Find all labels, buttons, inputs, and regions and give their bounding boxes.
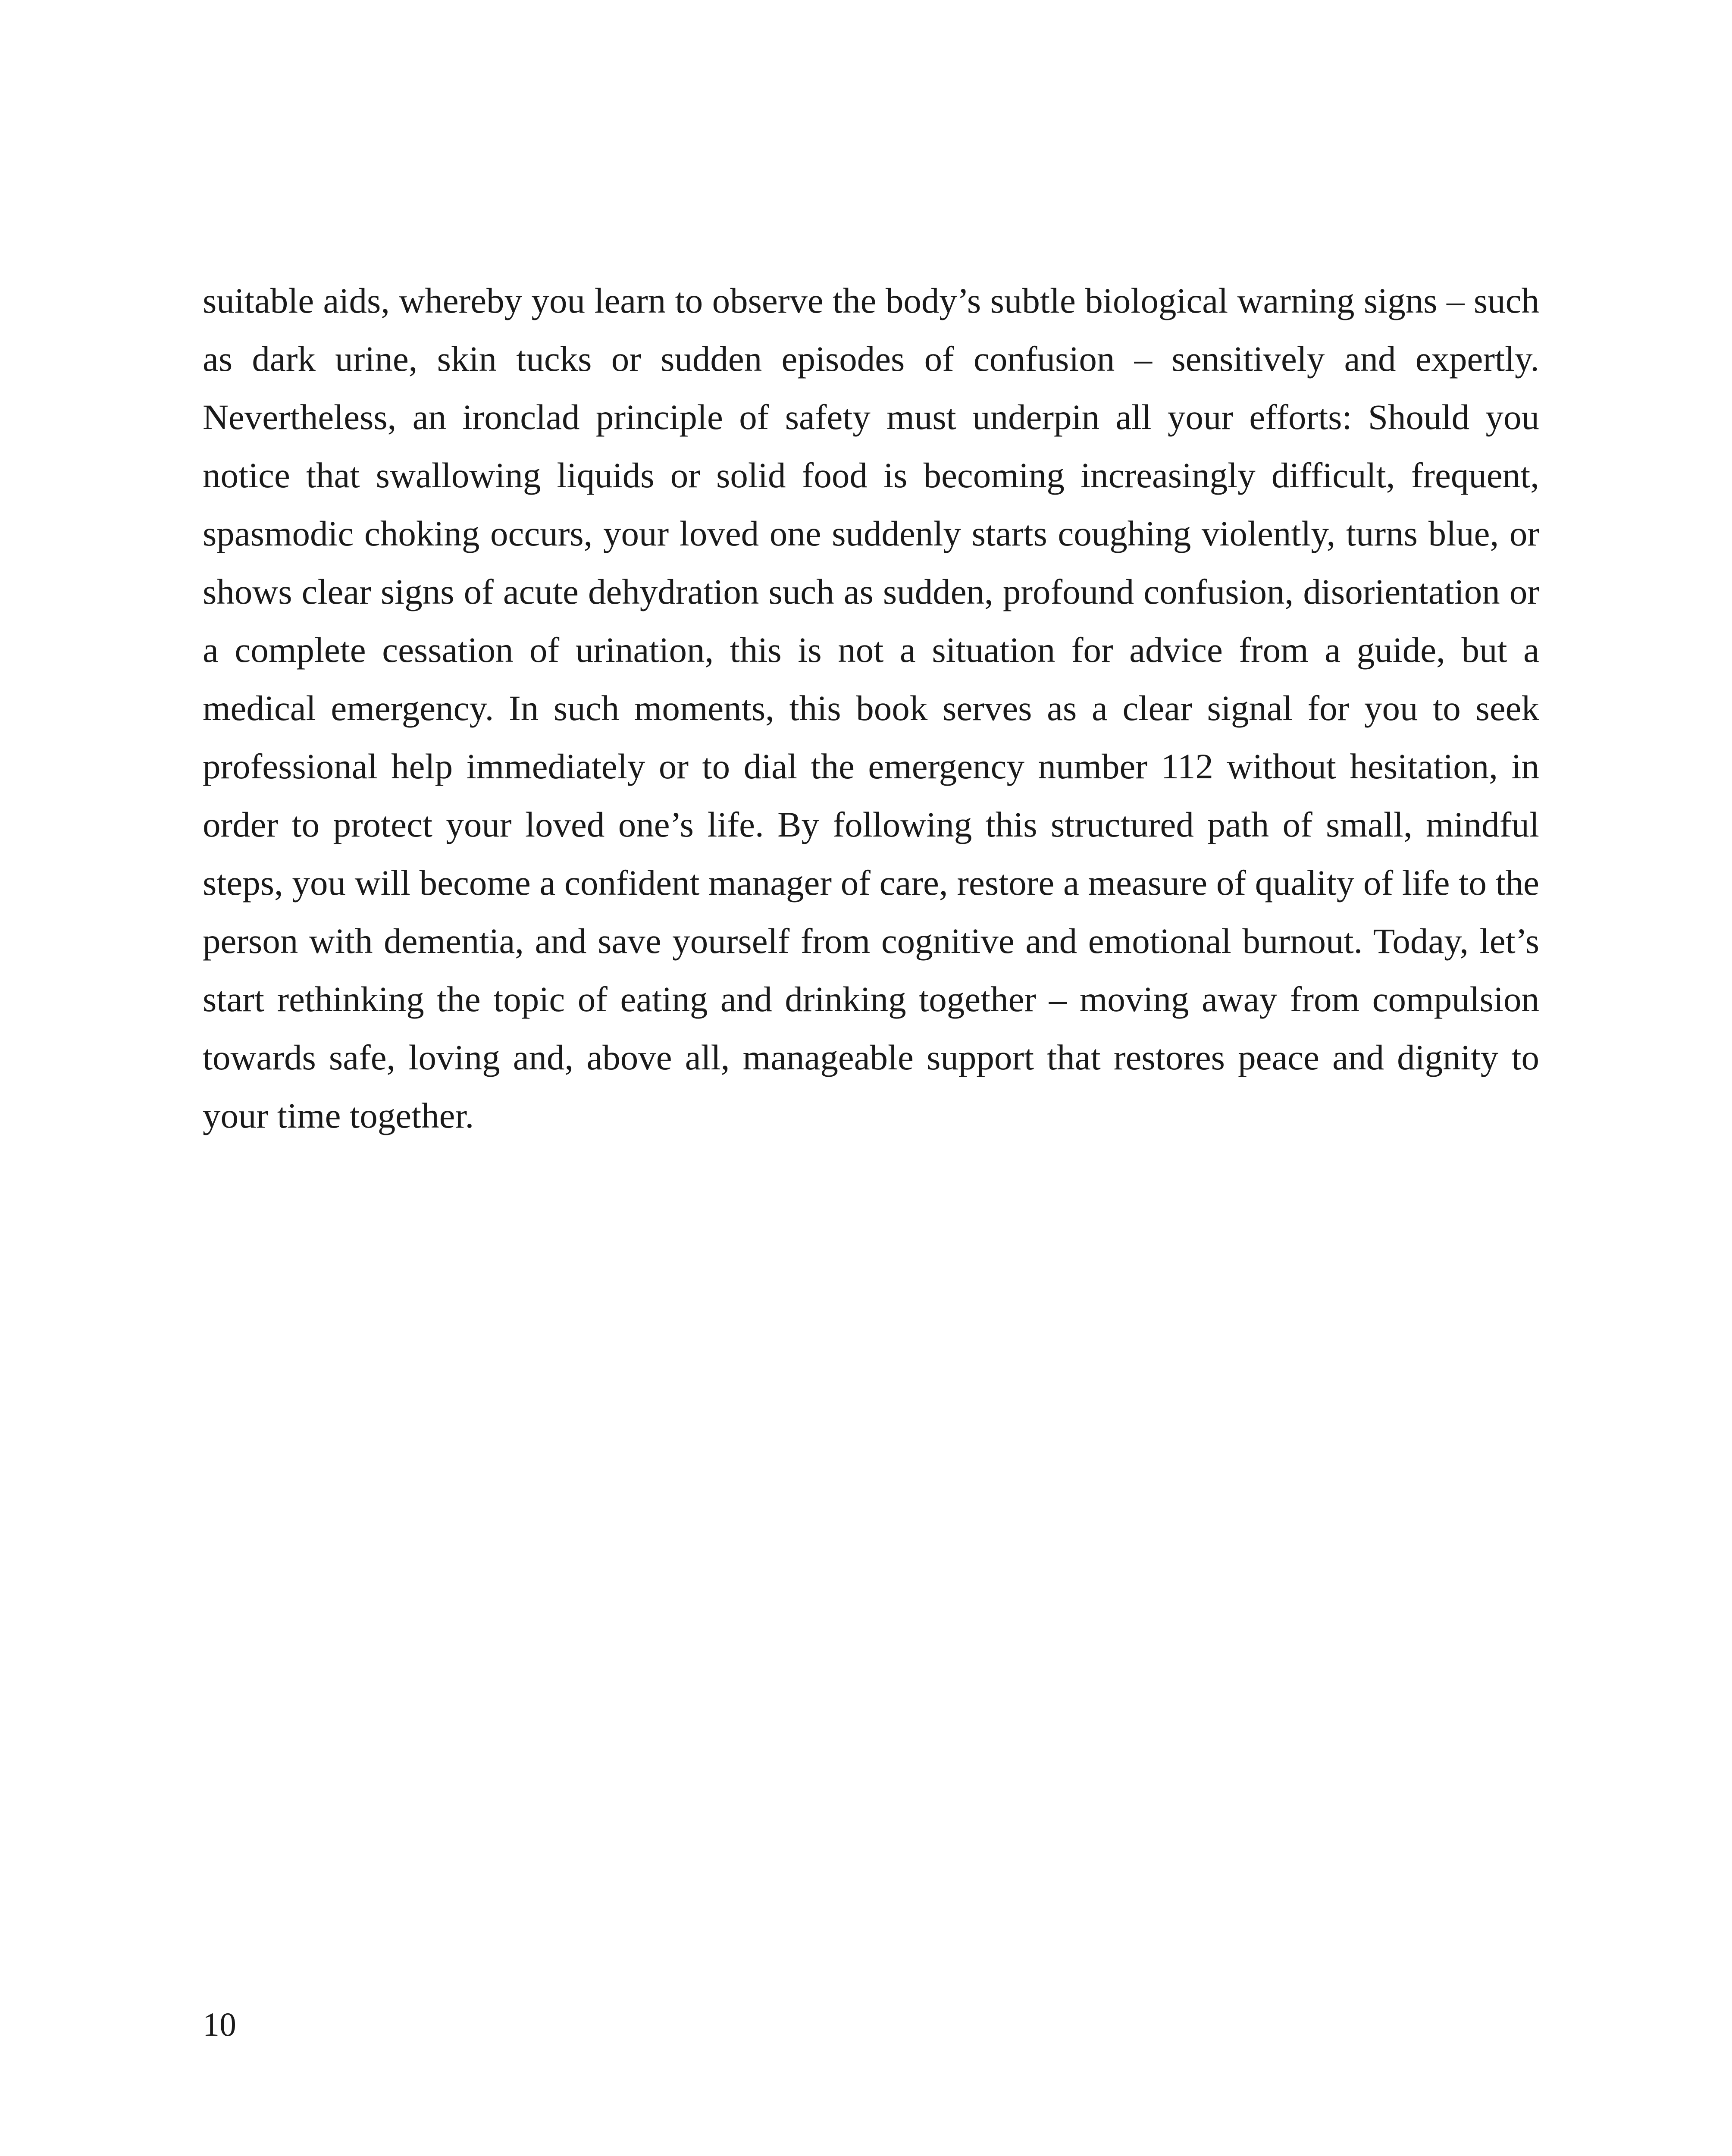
- body-paragraph: suitable aids, whereby you learn to observe the body’s subtle biological warning signs – such as dark urine, skin tucks or sudden episodes of confusion – sensitively and expertly. Nevertheless, an ironclad principle of safety must underpin all your efforts: Should you notice that swallowing liquids or solid food is becoming increasingly difficult, frequent, spasmodic choking occurs, your loved one suddenly starts coughing violently, turns blue, or shows clear signs of acute dehydration such as sudden, profound confusion, disorientation or a complete cessation of urination, this is not a situation for advice from a guide, but a medical emergency. In such moments, this book serves as a clear signal for you to seek professional help immediately or to dial the emergency number 112 without hesitation, in order to protect your loved one’s life. By following this structured path of small, mindful steps, you will become a confident manager of care, restore a measure of quality of life to the person with dementia, and save yourself from cognitive and emotional burnout. Today, let’s start rethinking the topic of eating and drinking together – moving away from compulsion towards safe, loving and, above all, manageable support that restores peace and dignity to your time together.: [203, 281, 1539, 1135]
- page-number: 10: [203, 2006, 236, 2043]
